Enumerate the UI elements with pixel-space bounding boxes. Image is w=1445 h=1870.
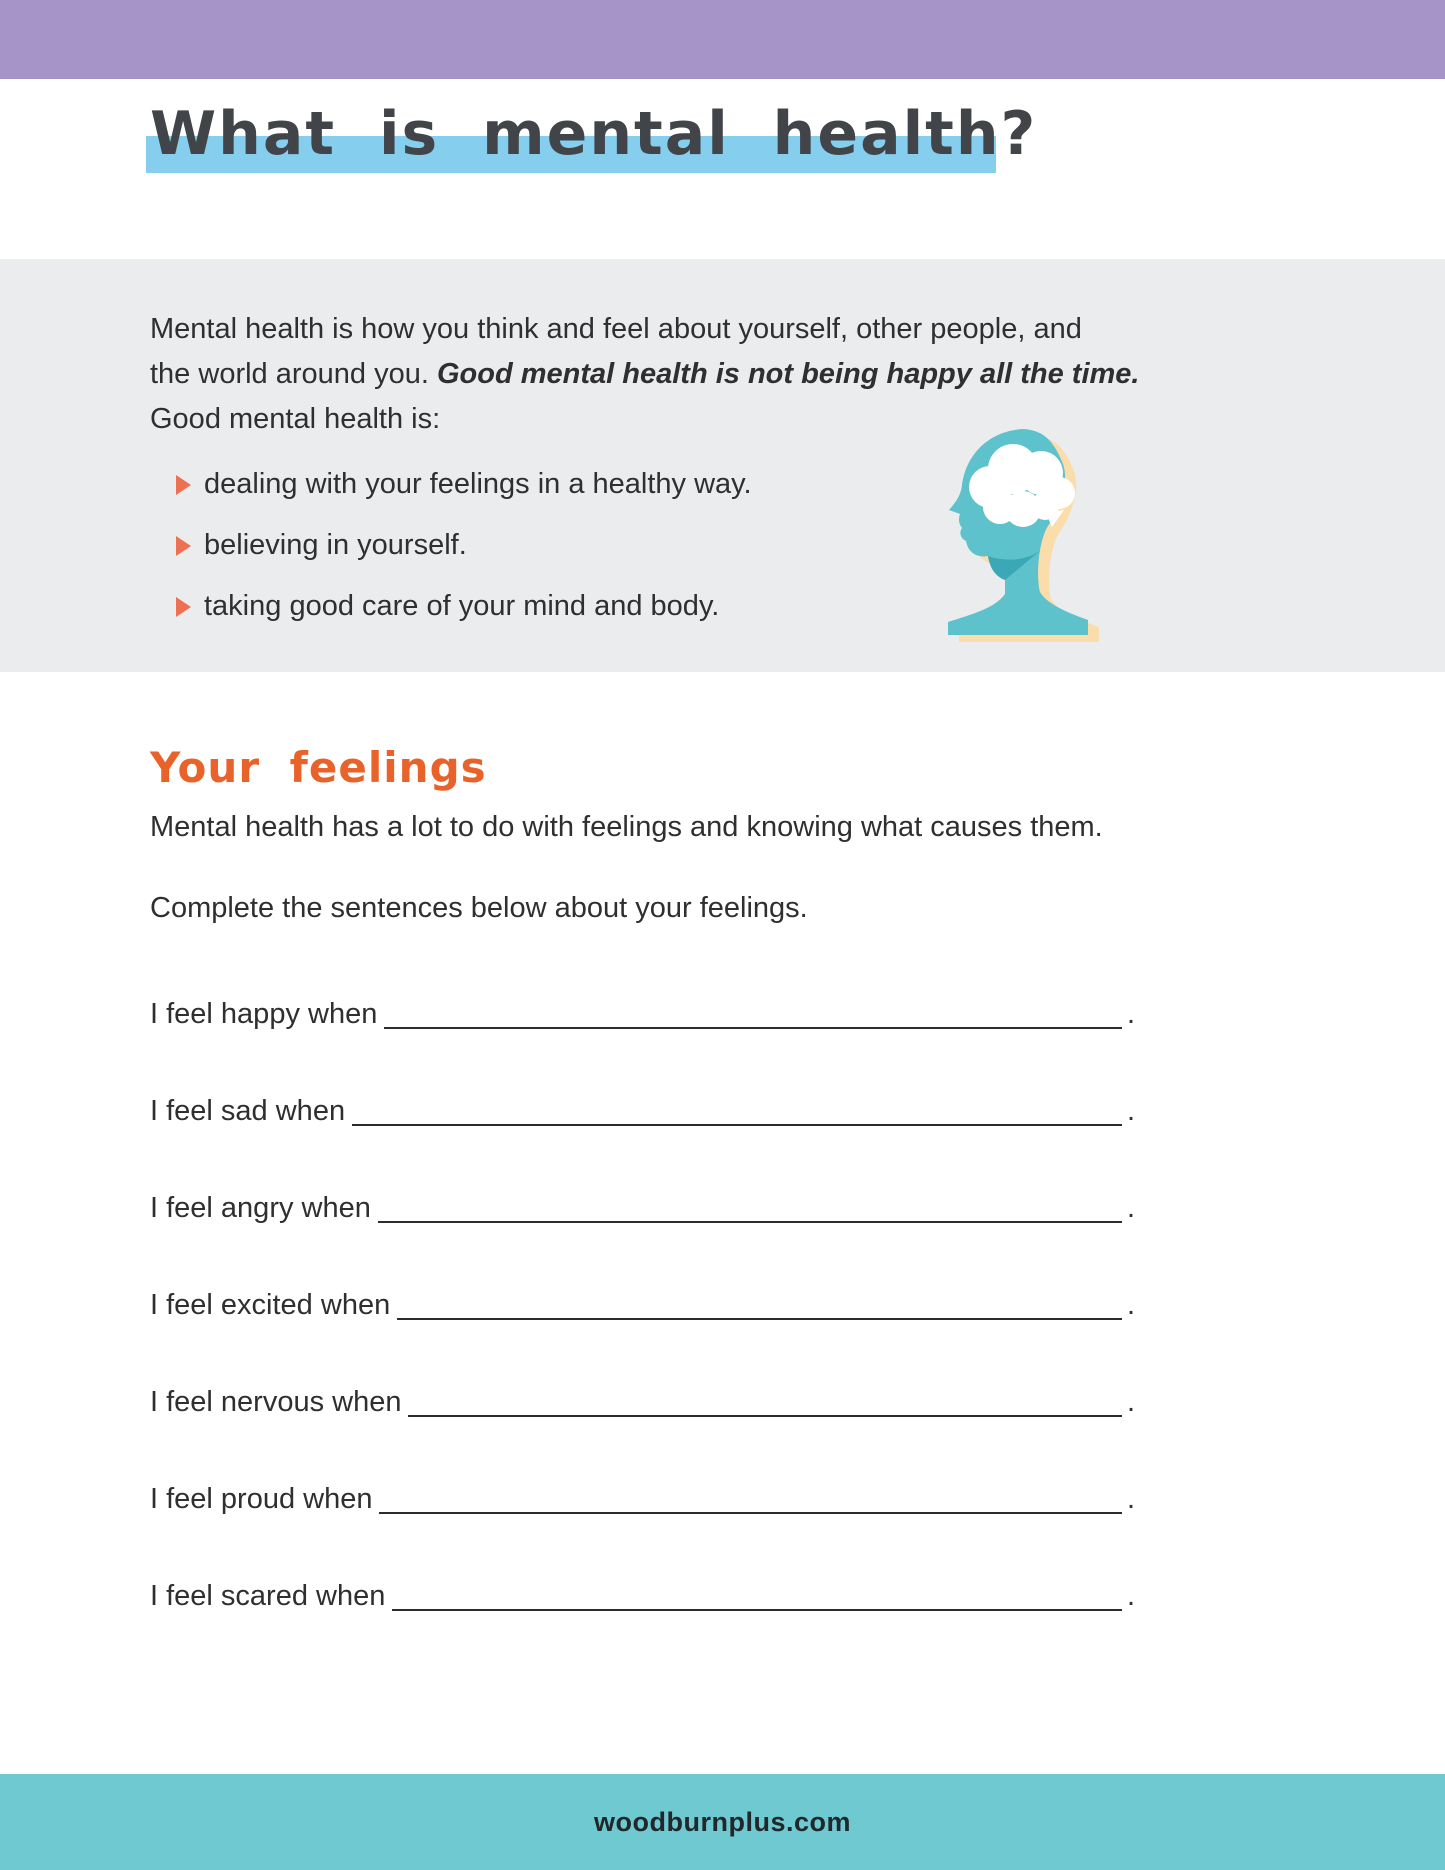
sentence-period: . — [1126, 1483, 1135, 1515]
blank-line[interactable] — [352, 1096, 1122, 1126]
title-section — [0, 79, 1445, 259]
top-color-band — [0, 0, 1445, 79]
sentence-label: I feel scared when — [150, 1580, 386, 1612]
triangle-bullet-icon — [176, 536, 191, 556]
sentence-period: . — [1126, 1095, 1135, 1127]
triangle-bullet-icon — [176, 475, 191, 495]
list-item — [150, 523, 1445, 568]
fill-in-sentence-excited — [150, 1282, 1135, 1322]
sentence-label: I feel excited when — [150, 1289, 391, 1321]
sentence-label: I feel proud when — [150, 1483, 373, 1515]
fill-in-sentence-angry — [150, 1185, 1135, 1225]
intro-line-3: Good mental health is: — [150, 403, 441, 435]
sentence-period: . — [1126, 1192, 1135, 1224]
sentence-label: I feel angry when — [150, 1192, 371, 1224]
sentence-label: I feel sad when — [150, 1095, 346, 1127]
bullet-text: dealing with your feelings in a healthy way. — [204, 468, 752, 500]
sentence-period: . — [1126, 1580, 1135, 1612]
intro-line-2: the world around you. Good mental health is not being happy all the time. — [150, 358, 1140, 390]
blank-line[interactable] — [378, 1193, 1122, 1223]
blank-line[interactable] — [379, 1484, 1121, 1514]
footer-site-text: woodburnplus.com — [594, 1806, 851, 1837]
sentence-period: . — [1126, 1386, 1135, 1418]
title-wrap — [150, 101, 1037, 167]
bullet-list — [150, 462, 1445, 629]
intro-panel — [0, 259, 1445, 672]
blank-line[interactable] — [397, 1290, 1122, 1320]
section-instruction: Complete the sentences below about your feelings. — [150, 892, 808, 924]
bullet-text: believing in yourself. — [204, 529, 467, 561]
head-brain-icon — [928, 421, 1108, 643]
fill-in-sentence-scared — [150, 1573, 1135, 1613]
fill-in-sentence-nervous — [150, 1379, 1135, 1419]
section-description: Mental health has a lot to do with feelings and knowing what causes them. — [150, 811, 1103, 843]
sentence-period: . — [1126, 1289, 1135, 1321]
intro-line-1: Mental health is how you think and feel about yourself, other people, and — [150, 313, 1082, 345]
list-item — [150, 462, 1445, 507]
intro-paragraph — [150, 307, 1445, 442]
section-heading: Your feelings — [150, 743, 487, 792]
fill-in-sentence-proud — [150, 1476, 1135, 1516]
intro-emphasis: Good mental health is not being happy all the time. — [436, 358, 1140, 390]
blank-line[interactable] — [384, 999, 1122, 1029]
triangle-bullet-icon — [176, 597, 191, 617]
feelings-section — [0, 742, 1445, 1613]
blank-line[interactable] — [392, 1581, 1122, 1611]
footer-band — [0, 1774, 1445, 1870]
list-item — [150, 584, 1445, 629]
fill-in-sentence-happy — [150, 991, 1135, 1031]
blank-line[interactable] — [408, 1387, 1121, 1417]
sentence-label: I feel happy when — [150, 998, 378, 1030]
page-title: What is mental health? — [150, 99, 1038, 169]
fill-in-sentence-sad — [150, 1088, 1135, 1128]
sentence-period: . — [1126, 998, 1135, 1030]
sentence-list — [150, 991, 1445, 1613]
bullet-text: taking good care of your mind and body. — [204, 590, 720, 622]
sentence-label: I feel nervous when — [150, 1386, 402, 1418]
